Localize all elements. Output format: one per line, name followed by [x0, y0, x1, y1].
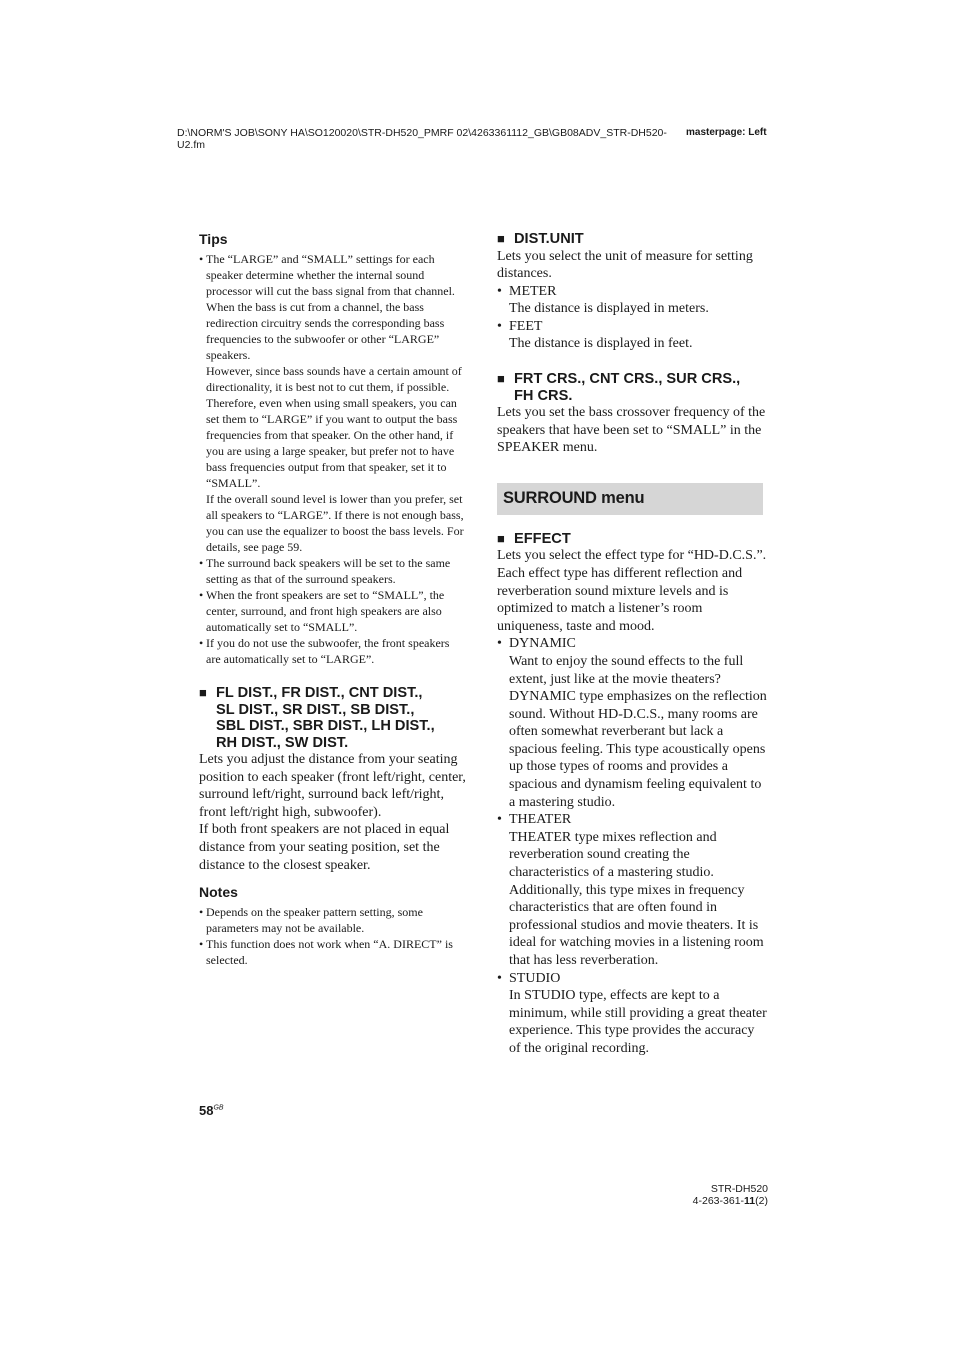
dist-body-2: If both front speakers are not placed in equal distance from your seating position, set the distance to the closest speaker.: [199, 822, 450, 873]
crossover-heading: [497, 371, 767, 404]
tip-paragraph: When the front speakers are set to “SMALL”, the center, surround, and front high speakers are also automatically set to “SMALL”.: [206, 588, 445, 634]
option-desc: The distance is displayed in meters.: [509, 301, 709, 317]
option-label: DYNAMIC: [509, 636, 576, 652]
footer-model-code: [670, 1183, 768, 1207]
distunit-list: [497, 283, 767, 353]
note-item: [199, 904, 467, 936]
distunit-body: Lets you select the unit of measure for setting distances.: [497, 248, 753, 282]
right-column: [497, 231, 767, 1058]
note-item: [199, 936, 467, 968]
footer-code: [670, 1195, 768, 1207]
bullet: •: [497, 970, 502, 986]
option-item: [497, 283, 767, 318]
bullet: •: [497, 318, 502, 334]
distunit-heading: [497, 231, 767, 248]
bullet: •: [497, 283, 502, 299]
tip-item: [199, 555, 467, 587]
bullet: •: [199, 937, 204, 952]
option-label: METER: [509, 283, 557, 299]
left-column: [199, 231, 467, 968]
footer-model: STR-DH520: [710, 1183, 768, 1195]
page-number: [199, 1103, 224, 1118]
tips-list: [199, 251, 467, 667]
effect-heading: [497, 531, 767, 548]
effect-list: [497, 635, 767, 1057]
note-text: Depends on the speaker pattern setting, some parameters may not be available.: [206, 905, 423, 936]
bullet: •: [497, 636, 502, 652]
option-item: [497, 318, 767, 353]
bullet: •: [199, 636, 204, 650]
option-desc: THEATER type mixes reflection and reverberation sound creating the characteristics of a mastering studio. Additionally, this type mixes in frequency characteristics that are often found in professional studios and movie theaters. It is ideal for watching movies in a listening room that has less reverberation.: [509, 829, 764, 968]
notes-list: [199, 904, 467, 968]
crossover-heading-text: FRT CRS., CNT CRS., SUR CRS., FH CRS.: [514, 371, 741, 404]
bullet: •: [199, 905, 204, 920]
tip-paragraph: When the bass is cut from a channel, the bass redirection circuitry sends the corresponding bass frequencies to the subwoofer or other “LARGE” speakers.: [206, 300, 445, 362]
tip-item: [199, 635, 467, 667]
option-item: [497, 635, 767, 811]
note-text: This function does not work when “A. DIRECT” is selected.: [206, 937, 453, 968]
effect-body: Lets you select the effect type for “HD-D.C.S.”. Each effect type has different reflection and reverberation sound mixture levels and is optimized to match a listener’s room uniqueness, taste and mood.: [497, 548, 767, 634]
option-label: THEATER: [509, 812, 572, 828]
tip-paragraph: The “LARGE” and “SMALL” settings for each speaker determine whether the internal sound processor will cut the bass signal from that channel.: [206, 252, 455, 298]
option-label: STUDIO: [509, 970, 561, 986]
distunit-heading-text: DIST.UNIT: [514, 231, 584, 247]
notes-title: Notes: [199, 884, 238, 901]
masterpage-label: masterpage: Left: [686, 127, 767, 138]
bullet: •: [199, 556, 204, 570]
dist-heading: [199, 685, 467, 751]
tip-paragraph: If the overall sound level is lower than you prefer, set all speakers to “LARGE”. If there is not enough bass, you can use the equalizer to boost the bass levels. For details, see page 59.: [206, 492, 464, 554]
option-desc: In STUDIO type, effects are kept to a minimum, while still providing a great theater experience. This type provides the accuracy of the original recording.: [509, 988, 767, 1056]
option-item: [497, 970, 767, 1058]
crossover-body: Lets you set the bass crossover frequency of the speakers that have been set to “SMALL” in the SPEAKER menu.: [497, 405, 766, 456]
tip-paragraph: If you do not use the subwoofer, the front speakers are automatically set to “LARGE”.: [206, 636, 450, 666]
tip-item: [199, 587, 467, 635]
footer-code-bold: 11: [744, 1195, 756, 1207]
square-icon: ■: [497, 371, 505, 387]
tip-paragraph: However, since bass sounds have a certain amount of directionality, it is best not to cut them, if possible. Therefore, even when using small speakers, you can set them to “LARGE” if you want to output the bass frequencies from that speaker. On the other hand, if you are using a large speaker, but prefer not to have bass frequencies output from that speaker, set it to “SMALL”.: [206, 364, 462, 490]
square-icon: ■: [199, 685, 207, 700]
file-path-header: D:\NORM'S JOB\SONY HA\SO120020\STR-DH520_PMRF 02\4263361112_GB\GB08ADV_STR-DH520-U2.fm: [177, 127, 667, 151]
square-icon: ■: [497, 530, 505, 546]
page-number-value: 58: [199, 1103, 214, 1118]
tip-item: [199, 251, 467, 555]
option-item: [497, 811, 767, 969]
tips-title: Tips: [199, 231, 228, 247]
dist-heading-text: FL DIST., FR DIST., CNT DIST., SL DIST., SR DIST., SB DIST., SBL DIST., SBR DIST., LH DIST., RH DIST., SW DIST.: [216, 685, 435, 751]
bullet: •: [199, 252, 204, 266]
bullet: •: [199, 588, 204, 602]
dist-body: Lets you adjust the distance from your seating position to each speaker (front left/right, center, surround left/right, surround back left/right, front left/right high, subwoofer).: [199, 752, 466, 820]
option-desc: Want to enjoy the sound effects to the full extent, just like at the movie theaters? DYNAMIC type emphasizes on the reflection sound. Without HD-D.C.S., many rooms are often somewhat reverberant but lack a spacious feeling. This type acoustically opens up those types of rooms and provides a spacious and dynamism feeling equivalent to a mastering studio.: [509, 653, 767, 810]
option-label: FEET: [509, 318, 543, 334]
tip-paragraph: The surround back speakers will be set to the same setting as that of the surround speakers.: [206, 556, 451, 586]
page-number-suffix: GB: [213, 1104, 224, 1112]
option-desc: The distance is displayed in feet.: [509, 336, 693, 352]
footer-code-suffix: (2): [755, 1195, 768, 1207]
square-icon: ■: [497, 231, 505, 246]
effect-heading-text: EFFECT: [514, 530, 571, 547]
footer-code-prefix: 4-263-361-: [692, 1195, 745, 1207]
bullet: •: [497, 812, 502, 828]
surround-menu-banner: SURROUND menu: [497, 483, 763, 515]
